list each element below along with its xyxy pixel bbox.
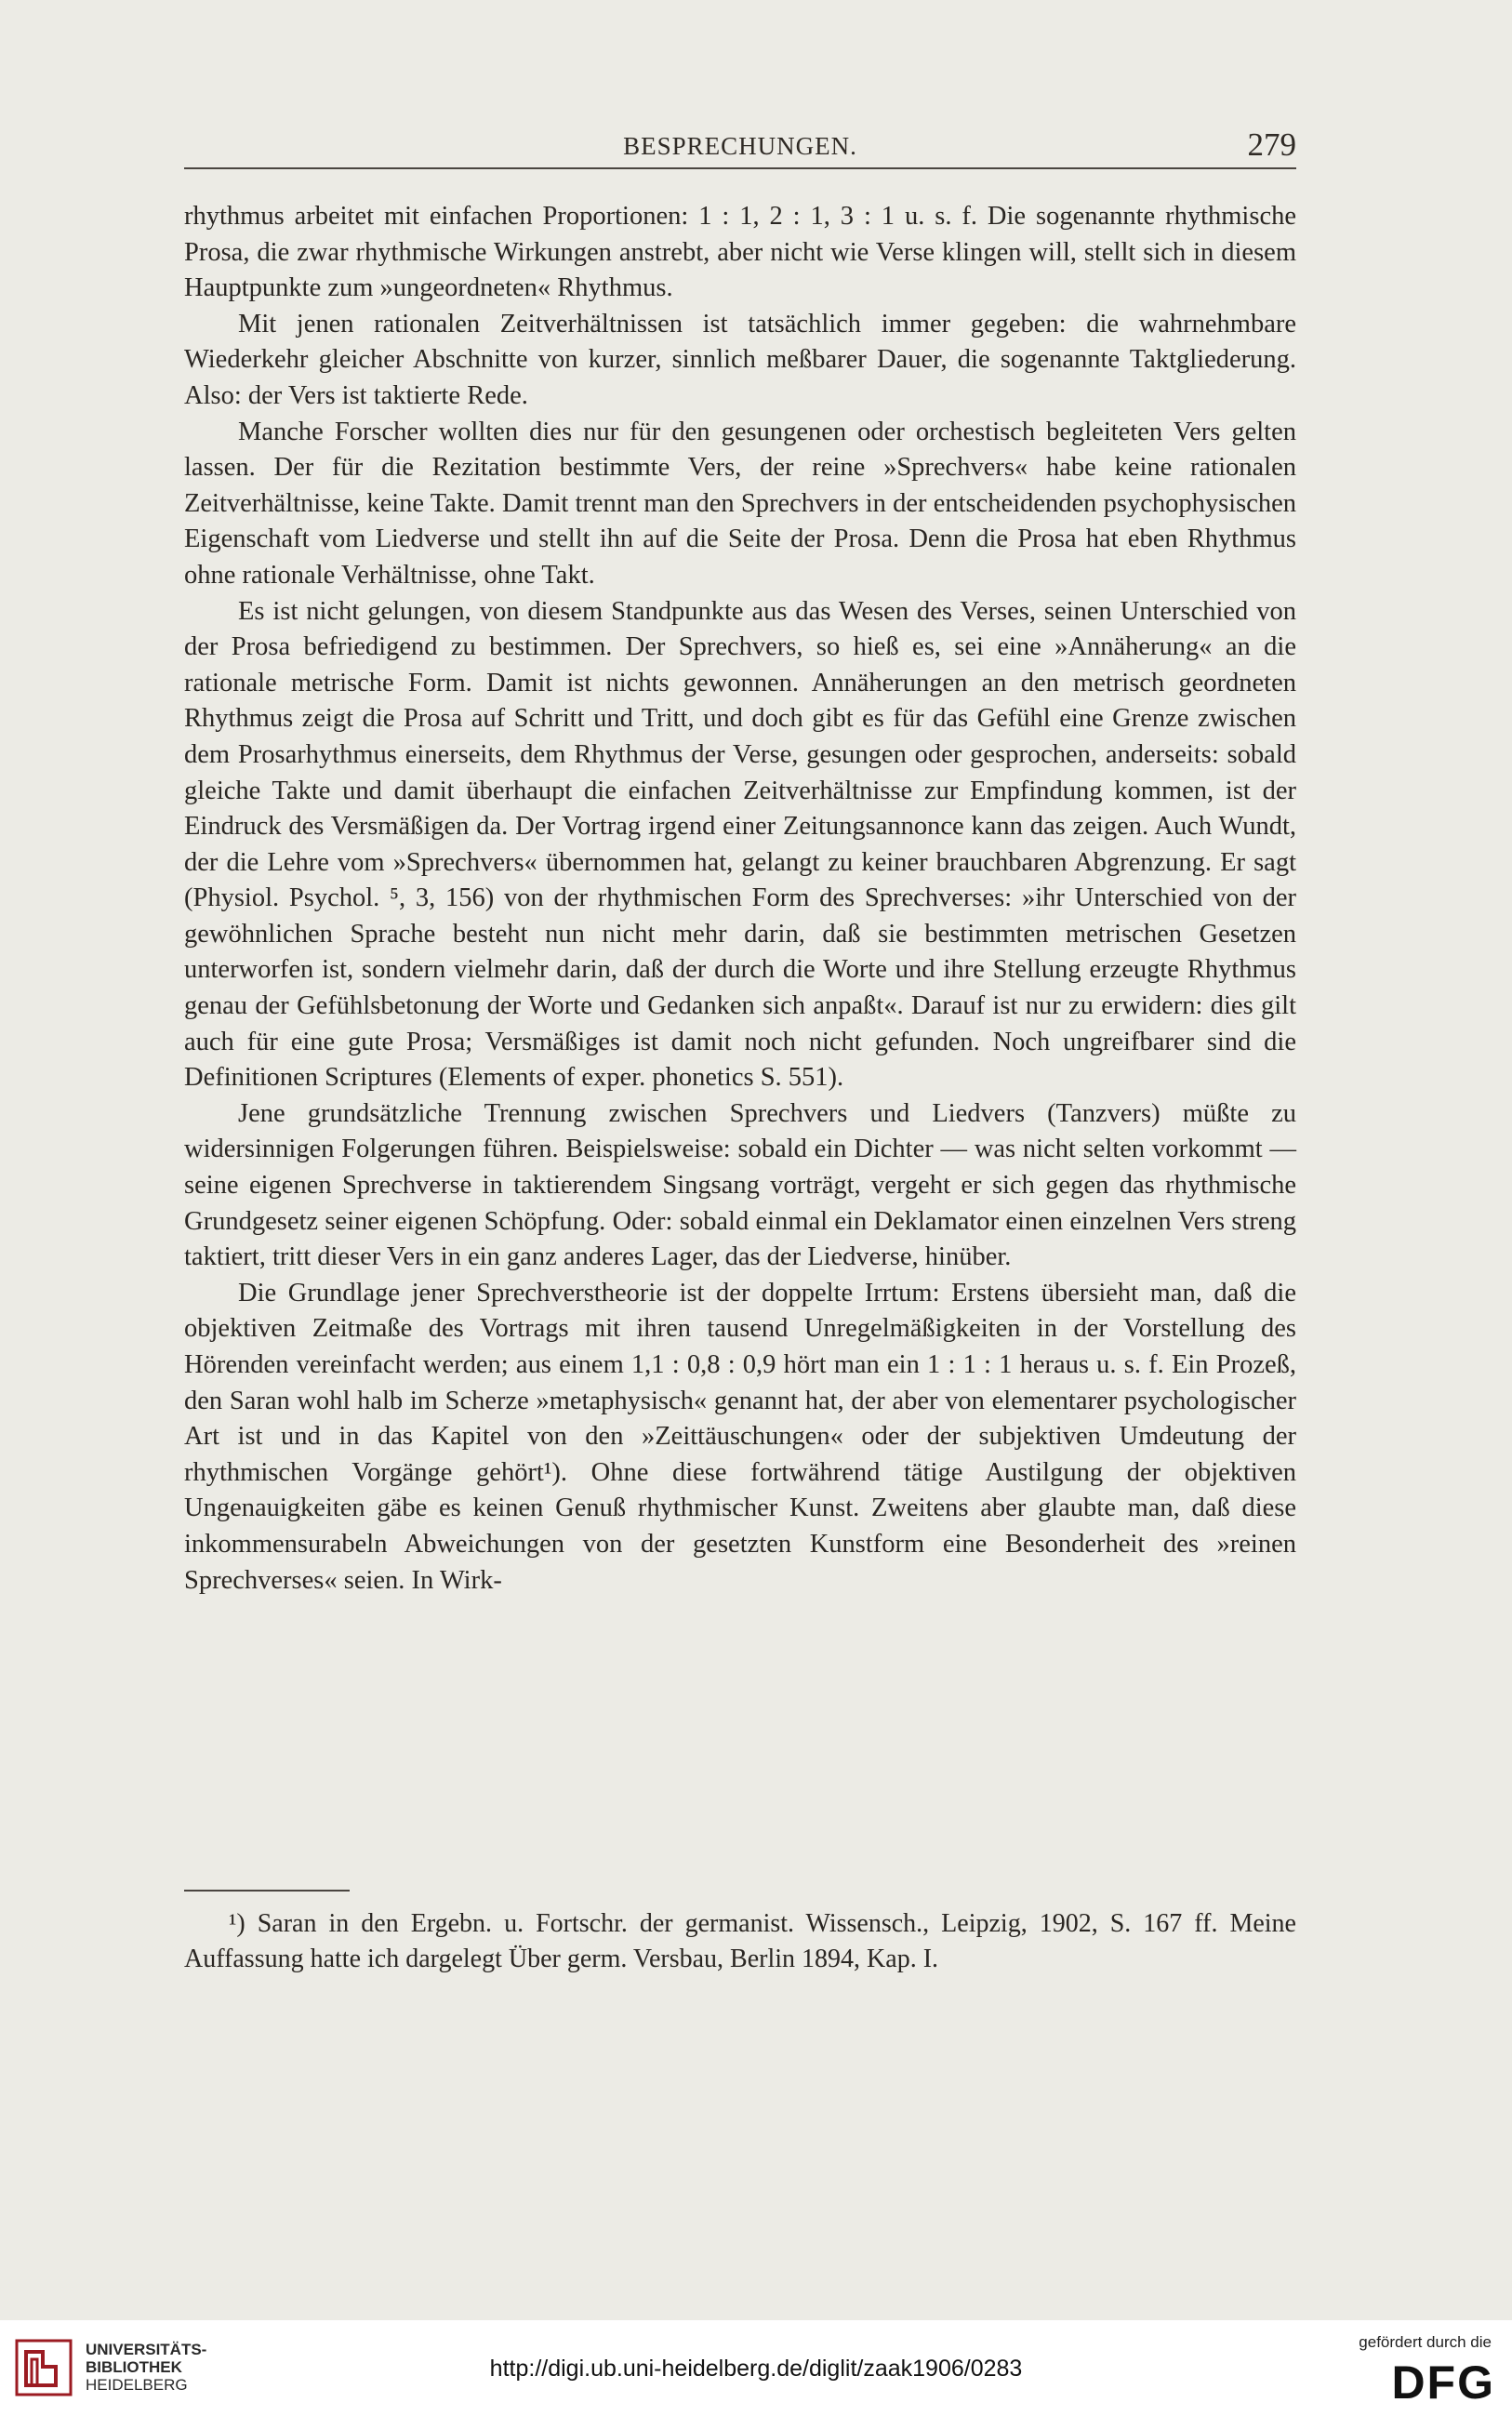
body-text	[184, 199, 1296, 1599]
paragraph: Mit jenen rationalen Zeitverhältnissen ist tatsächlich immer gegeben: die wahrnehmbare Wiederkehr gleicher Abschnitte von kurzer, sinnlich meßbarer Dauer, die sogenannte Taktgliederung. Also: der Vers ist taktierte Rede.	[184, 309, 1296, 410]
library-name-line: UNIVERSITÄTS-	[86, 2341, 207, 2358]
page-url-link[interactable]: http://digi.ub.uni-heidelberg.de/diglit/zaak1906/0283	[489, 2356, 1023, 2382]
dfg-logo[interactable]: DFG	[1391, 2356, 1495, 2409]
running-head	[184, 126, 1296, 169]
paragraph: Manche Forscher wollten dies nur für den gesungenen oder orchestisch begleiteten Vers gelten lassen. Der für die Rezitation bestimmte Vers, der reine »Sprechvers« habe keine rationalen Zeitverhältnisse, keine Takte. Damit trennt man den Sprechvers in der entscheidenden psychophysischen Eigenschaft vom Liedverse und stellt ihn auf die Seite der Prosa. Denn die Prosa hat eben Rhythmus ohne rationale Verhältnisse, ohne Takt.	[184, 417, 1296, 590]
viewer-footer	[0, 2320, 1512, 2416]
paragraph: Die Grundlage jener Sprechverstheorie ist der doppelte Irrtum: Erstens übersieht man, daß die objektiven Zeitmaße des Vortrags mit ihren tausend Unregelmäßigkeiten in der Vorstellung des Hörenden vereinfacht werden; aus einem 1,1 : 0,8 : 0,9 hört man ein 1 : 1 : 1 heraus u. s. f. Ein Prozeß, den Saran wohl halb im Scherze »metaphysisch« genannt hat, der aber von elementarer psychologischer Art ist und in das Kapitel von den »Zeittäuschungen« oder der subjektiven Umdeutung der rhythmischen Vorgänge gehört¹). Ohne diese fortwährend tätige Austilgung der objektiven Ungenauigkeiten gäbe es keinen Genuß rhythmischer Kunst. Zweitens aber glaubte man, daß diese inkommensurabeln Abweichungen von der gesetzten Kunstform eine Besonderheit des »reinen Sprechverses« seien. In Wirk-	[184, 1278, 1296, 1595]
footnote: ¹) Saran in den Ergebn. u. Fortschr. der germanist. Wissensch., Leipzig, 1902, S. 167 ff. Meine Auffassung hatte ich dargelegt Über germ. Versbau, Berlin 1894, Kap. I.	[184, 1909, 1296, 1973]
paragraph: rhythmus arbeitet mit einfachen Proportionen: 1 : 1, 2 : 1, 3 : 1 u. s. f. Die sogenannte rhythmische Prosa, die zwar rhythmische Wirkungen anstrebt, aber nicht wie Verse klingen will, stellt sich in diesem Hauptpunkte zum »ungeordneten« Rhythmus.	[184, 202, 1296, 303]
page-number: 279	[1247, 126, 1296, 163]
library-name-line: HEIDELBERG	[86, 2376, 188, 2394]
library-name-line: BIBLIOTHEK	[86, 2358, 182, 2376]
paragraph: Jene grundsätzliche Trennung zwischen Sprechvers und Liedvers (Tanzvers) müßte zu widersinnigen Folgerungen führen. Beispielsweise: sobald ein Dichter — was nicht selten vorkommt — seine eigenen Sprechverse in taktierendem Singsang vorträgt, vergeht er sich gegen das rhythmische Grundgesetz seiner eigenen Schöpfung. Oder: sobald einmal ein Deklamator einen einzelnen Vers streng taktiert, tritt dieser Vers in ein ganz anderes Lager, das der Liedverse, hinüber.	[184, 1098, 1296, 1272]
running-head-title: BESPRECHUNGEN.	[623, 132, 857, 160]
sponsor-text: gefördert durch die	[1359, 2333, 1492, 2351]
footnote-divider	[184, 1890, 350, 1892]
paragraph: Es ist nicht gelungen, von diesem Standpunkte aus das Wesen des Verses, seinen Unterschied von der Prosa befriedigend zu bestimmen. Der Sprechvers, so hieß es, sei eine »Annäherung« an die rationale metrische Form. Damit ist nichts gewonnen. Annäherungen an den metrisch geordneten Rhythmus zeigt die Prosa auf Schritt und Tritt, und doch gibt es für das Gefühl eine Grenze zwischen dem Prosarhythmus einerseits, dem Rhythmus der Verse, gesungen oder gesprochen, anderseits: sobald gleiche Takte und damit überhaupt die einfachen Zeitverhältnisse zur Empfindung kommen, ist der Eindruck des Versmäßigen da. Der Vortrag irgend einer Zeitungsannonce kann das zeigen. Auch Wundt, der die Lehre vom »Sprechvers« übernommen hat, gelangt zu keiner brauchbaren Abgrenzung. Er sagt (Physiol. Psychol. ⁵, 3, 156) von der rhythmischen Form des Sprechverses: »ihr Unterschied von der gewöhnlichen Sprache besteht nun nicht mehr darin, daß sie bestimmten metrischen Gesetzen unterworfen ist, sondern vielmehr darin, daß der durch die Worte und ihre Stellung erzeugte Rhythmus genau der Gefühlsbetonung der Worte und Gedanken sich anpaßt«. Darauf ist nur zu erwidern: dies gilt auch für eine gute Prosa; Versmäßiges ist damit noch nicht gefunden. Noch ungreifbarer sind die Definitionen Scriptures (Elements of exper. phonetics S. 551).	[184, 596, 1296, 1093]
